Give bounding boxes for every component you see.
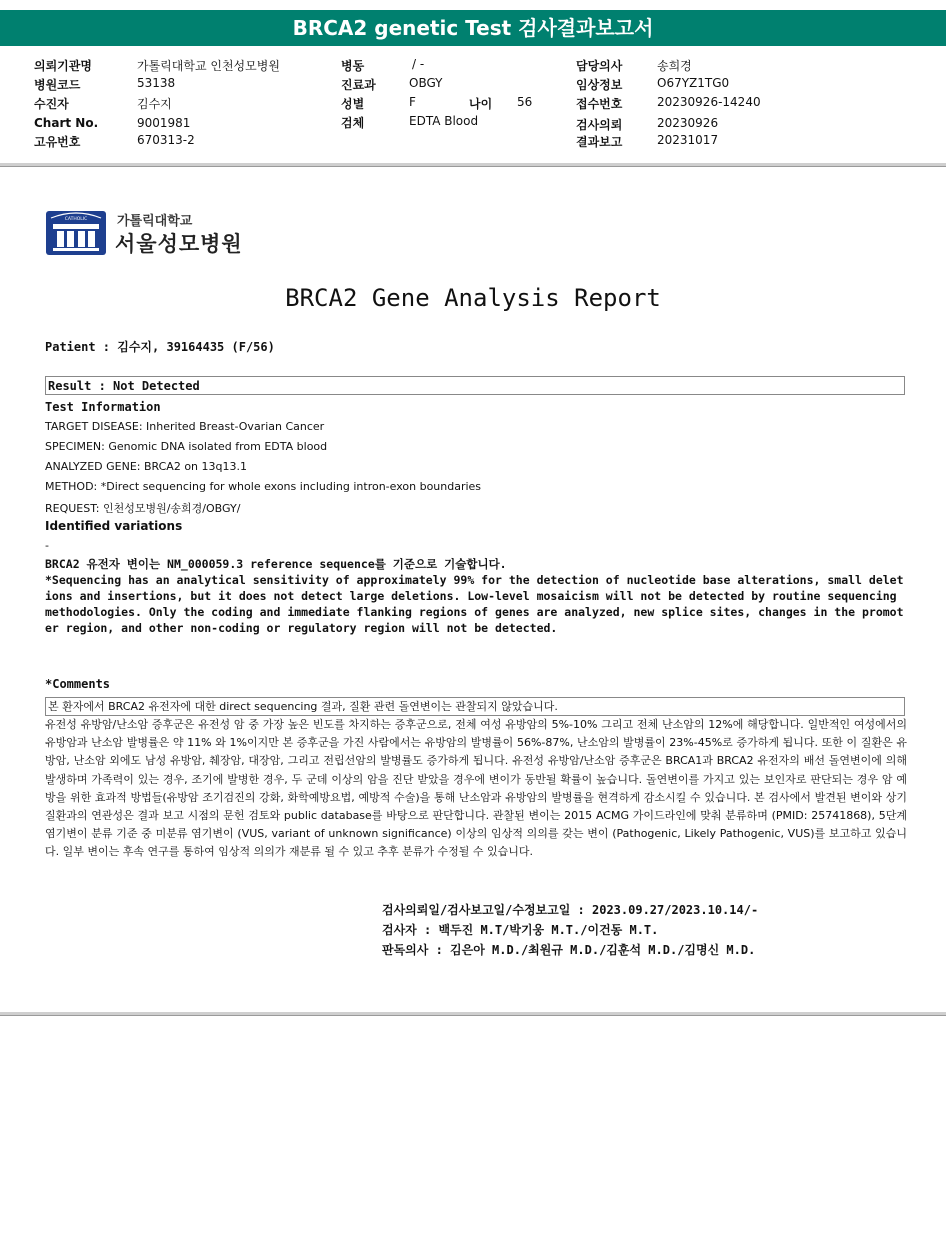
dates-line: 검사의뢰일/검사보고일/수정보고일 : 2023.09.27/2023.10.14/- bbox=[382, 903, 759, 917]
footer-divider bbox=[0, 1012, 946, 1016]
request-info: REQUEST: 인천성모병원/송희경/OBGY/ bbox=[45, 502, 241, 515]
patient-name-label: 수진자 bbox=[34, 97, 69, 111]
ward-value: / - bbox=[412, 57, 425, 71]
patient-header bbox=[0, 54, 946, 154]
department-value: OBGY bbox=[409, 76, 443, 90]
patient-line: Patient : 김수지, 39164435 (F/56) bbox=[45, 340, 275, 354]
hospital-logo bbox=[45, 210, 245, 258]
clinical-info-label: 임상정보 bbox=[576, 78, 623, 92]
report-date-value: 20231017 bbox=[657, 133, 719, 147]
reference-sequence-note: BRCA2 유전자 변이는 NM_000059.3 reference sequence를 기준으로 기술합니다. bbox=[45, 557, 507, 571]
comments-heading: *Comments bbox=[45, 677, 111, 691]
department-label: 진료과 bbox=[341, 78, 376, 92]
seal-text: CATHOLIC bbox=[64, 217, 88, 222]
doctor-label: 담당의사 bbox=[576, 59, 623, 73]
analyzed-gene: ANALYZED GENE: BRCA2 on 13q13.1 bbox=[45, 460, 247, 473]
target-disease: TARGET DISEASE: Inherited Breast-Ovarian Cancer bbox=[45, 420, 325, 433]
specimen-value: EDTA Blood bbox=[409, 114, 479, 128]
institution-label: 의뢰기관명 bbox=[34, 59, 92, 73]
header-divider bbox=[0, 163, 946, 167]
receipt-no-label: 접수번호 bbox=[576, 97, 623, 111]
patient-name-value: 김수지 bbox=[137, 97, 172, 111]
method: METHOD: *Direct sequencing for whole exons including intron-exon boundaries bbox=[45, 480, 482, 493]
sex-value: F bbox=[409, 95, 416, 109]
hospital-code-value: 53138 bbox=[137, 76, 176, 90]
sex-label: 성별 bbox=[341, 97, 365, 111]
logo-hospital-text: 서울성모병원 bbox=[115, 232, 243, 256]
reading-doctor-line: 판독의사 : 김은아 M.D./최원규 M.D./김훈석 M.D./김명신 M.D. bbox=[382, 943, 756, 957]
hospital-emblem-icon bbox=[45, 210, 107, 256]
comment-summary-box: 본 환자에서 BRCA2 유전자에 대한 direct sequencing 결과, 질환 관련 돌연변이는 관찰되지 않았습니다. bbox=[45, 697, 905, 716]
doctor-value: 송희경 bbox=[657, 59, 692, 73]
report-date-label: 결과보고 bbox=[576, 135, 623, 149]
institution-value: 가톨릭대학교 인천성모병원 bbox=[137, 59, 280, 73]
receipt-no-value: 20230926-14240 bbox=[657, 95, 761, 109]
result-box: Result : Not Detected bbox=[45, 376, 905, 395]
report-title-bar: BRCA2 genetic Test 검사결과보고서 bbox=[0, 10, 946, 46]
request-date-value: 20230926 bbox=[657, 116, 719, 130]
age-label: 나이 bbox=[469, 97, 493, 111]
specimen-label: 검체 bbox=[341, 116, 365, 130]
hospital-code-label: 병원코드 bbox=[34, 78, 81, 92]
specimen-info: SPECIMEN: Genomic DNA isolated from EDTA blood bbox=[45, 440, 328, 453]
unique-no-value: 670313-2 bbox=[137, 133, 195, 147]
age-value: 56 bbox=[517, 95, 533, 109]
identified-variations-heading: Identified variations bbox=[45, 519, 183, 533]
identified-variations-value: - bbox=[45, 539, 49, 552]
sensitivity-note: *Sequencing has an analytical sensitivity of approximately 99% for the detection of nucleotide base alterations, small deletions and insertions, but it does not detect large deletions. Low-level mosaicism will not be detected by routine sequencing methodologies. Only the coding and immediate flanking regions of genes are analyzed, new splice sites, changes in the promoter region, and other non-coding or regulatory region will not be detected. bbox=[45, 573, 904, 635]
chart-no-label: Chart No. bbox=[34, 116, 99, 130]
tester-line: 검사자 : 백두진 M.T/박기웅 M.T./이건동 M.T. bbox=[382, 923, 659, 937]
test-info-heading: Test Information bbox=[45, 400, 161, 414]
comment-body: 유전성 유방암/난소암 증후군은 유전성 암 중 가장 높은 빈도를 차지하는 증후군으로, 전체 여성 유방암의 5%-10% 그리고 전체 난소암의 12%에 해당합니다. 일반적인 여성에서의 유방암과 난소암 발병률은 약 11% 와 1%이지만 본 증후군을 가진 사람에서는 유방암의 발병률이 56%-87%, 난소암의 발병률이 23%-45%로 증가하게 됩니다. 또한 이 질환은 유방암, 난소암 외에도 남성 유방암, 췌장암, 대장암, 그리고 전립선암의 발병률도 증가하게 됩니다. 유전성 유방암/난소암 증후군은 BRCA1과 BRCA2 유전자의 배선 돌연변이에 의해 발생하며 가족력이 있는 경우, 조기에 발병한 경우, 두 군데 이상의 암을 진단 받았을 경우에 변이가 동반될 확률이 높습니다. 돌연변이를 가지고 있는 보인자로 판단되는 경우 암 예방을 위한 효과적 방법들(유방암 조기검진의 강화, 화학예방요법, 예방적 수술)을 통해 난소암과 유방암의 발병률을 현격하게 감소시킬 수 있습니다. 본 검사에서 발견된 변이와 상기 질환과의 연관성은 결과 보고 시점의 문헌 검토와 public database를 바탕으로 판단합니다. 관찰된 변이는 2015 ACMG 가이드라인에 맞춰 분류하며 (PMID: 25741868), 5단계 염기변이 분류 기준 중 미분류 염기변이 (VUS, variant of unknown significance) 이상의 임상적 의의를 갖는 변이 (Pathogenic, Likely Pathogenic, VUS)를 보고하고 있습니다. 일부 변이는 후속 연구를 통하여 임상적 의의가 재분류 될 수 있고 추후 분류가 수정될 수 있습니다. bbox=[45, 718, 907, 859]
request-date-label: 검사의뢰 bbox=[576, 118, 623, 132]
ward-label: 병동 bbox=[341, 59, 365, 73]
report-title: BRCA2 Gene Analysis Report bbox=[285, 284, 661, 312]
clinical-info-value: O67YZ1TG0 bbox=[657, 76, 730, 90]
unique-no-label: 고유번호 bbox=[34, 135, 81, 149]
logo-university-text: 가톨릭대학교 bbox=[117, 214, 193, 229]
chart-no-value: 9001981 bbox=[137, 116, 191, 130]
